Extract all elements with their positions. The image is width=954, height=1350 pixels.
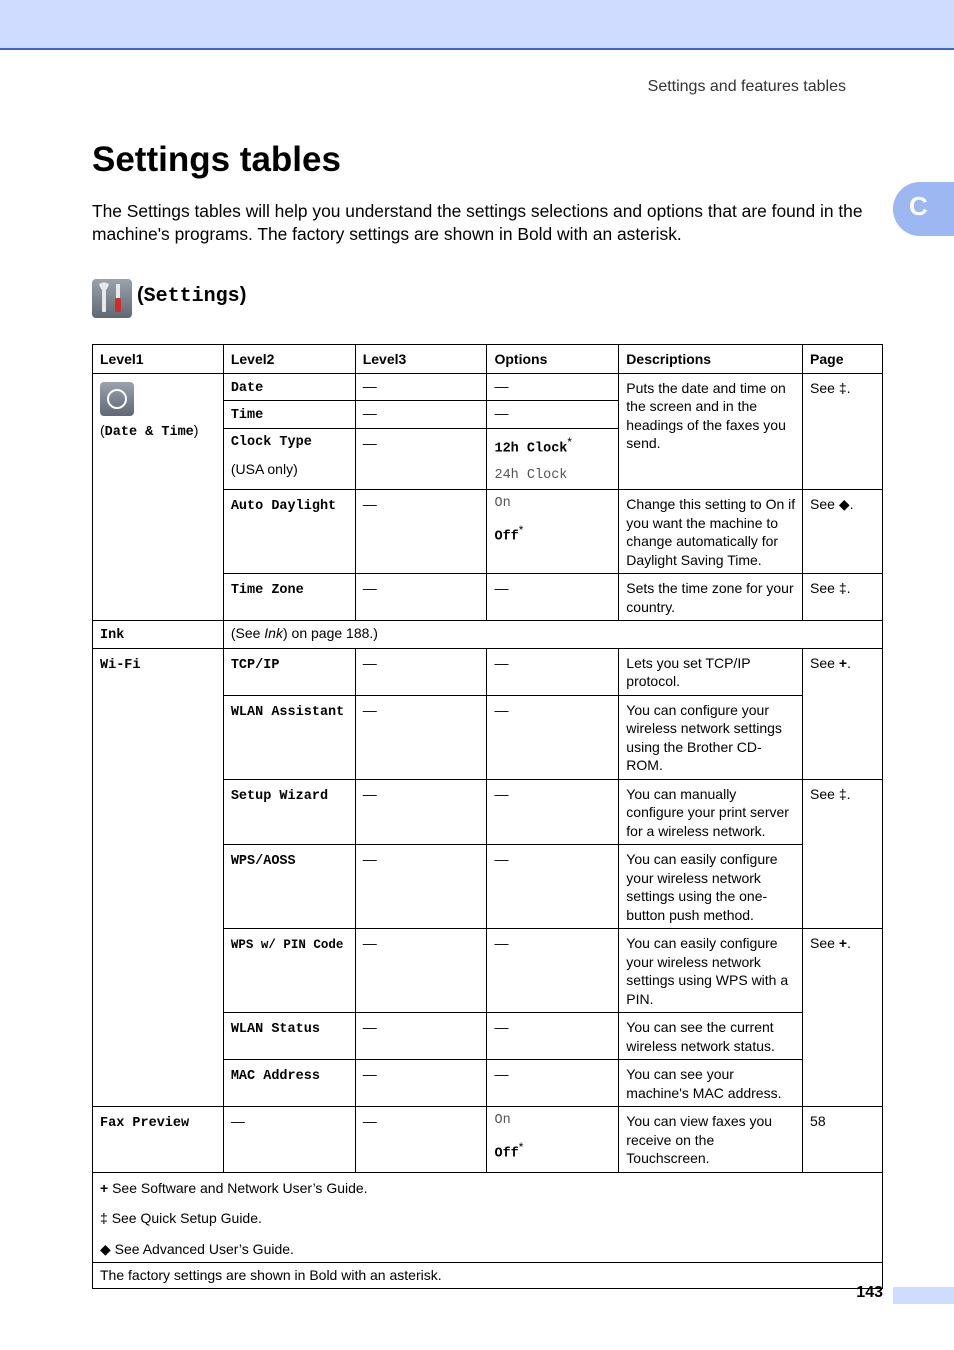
level2-cell bbox=[223, 401, 355, 429]
level2-cell bbox=[223, 779, 355, 845]
dash: — bbox=[362, 405, 377, 421]
option-off: Off bbox=[494, 1146, 519, 1162]
level2-time-zone: Time Zone bbox=[230, 583, 304, 599]
asterisk: * bbox=[567, 435, 572, 449]
level2-cell bbox=[223, 648, 355, 695]
level3-cell bbox=[355, 648, 487, 695]
desc-auto-daylight: Change this setting to On if you want the machine to change automatically for Daylight Saving Time. bbox=[619, 490, 803, 574]
dash: — bbox=[362, 785, 377, 802]
level2-cell bbox=[223, 695, 355, 779]
option-12h: 12h Clock bbox=[494, 441, 568, 457]
date-time-label: Date & Time bbox=[104, 424, 194, 440]
option-on: On bbox=[494, 1113, 511, 1129]
page-setup-wizard: See ‡. bbox=[803, 779, 883, 929]
level3-cell bbox=[355, 695, 487, 779]
dash: — bbox=[494, 701, 509, 718]
legend-text: See Advanced User’s Guide. bbox=[114, 1240, 294, 1257]
legend-item bbox=[100, 1179, 876, 1198]
dash: — bbox=[494, 377, 509, 394]
option-off-default bbox=[494, 1139, 612, 1164]
options-cell bbox=[487, 845, 619, 929]
dash: — bbox=[362, 1066, 377, 1083]
page-time-zone: See ‡. bbox=[803, 574, 883, 621]
option-default bbox=[494, 434, 612, 459]
legend-item bbox=[100, 1240, 876, 1259]
options-cell bbox=[487, 574, 619, 621]
dash: — bbox=[494, 405, 509, 421]
dash: — bbox=[362, 496, 377, 513]
page-symbol: ◆ bbox=[838, 496, 850, 513]
level3-cell bbox=[355, 1013, 487, 1060]
level2-wps-pin: WPS w/ PIN Code bbox=[230, 938, 344, 953]
dash: — bbox=[362, 1113, 377, 1130]
footer-row bbox=[93, 1263, 883, 1289]
table-row bbox=[93, 648, 883, 695]
level3-cell bbox=[355, 490, 487, 574]
dash: — bbox=[362, 654, 377, 671]
options-cell bbox=[487, 648, 619, 695]
paren-open: ( bbox=[100, 421, 105, 438]
legend-text: See Software and Network User’s Guide. bbox=[112, 1179, 368, 1196]
section-name: Settings bbox=[143, 285, 240, 308]
intro-paragraph: The Settings tables will help you understand the settings selections and options that are found in the machine's programs. The factory settings are shown in Bold with an asterisk. bbox=[92, 201, 863, 244]
see-label: See bbox=[810, 496, 835, 513]
page-symbol: ‡ bbox=[838, 379, 847, 396]
options-cell bbox=[487, 695, 619, 779]
page-number-bar bbox=[893, 1287, 954, 1304]
level2-wlan-assistant: WLAN Assistant bbox=[230, 704, 345, 720]
level2-cell bbox=[223, 845, 355, 929]
table-row bbox=[93, 373, 883, 401]
see-label: See bbox=[810, 379, 835, 396]
dash: — bbox=[362, 377, 377, 394]
level2-clock-type: Clock Type bbox=[230, 434, 312, 450]
level3-cell bbox=[355, 428, 487, 490]
options-cell bbox=[487, 1107, 619, 1173]
ink-reference bbox=[223, 621, 882, 649]
level3-cell bbox=[355, 845, 487, 929]
level2-cell bbox=[223, 1013, 355, 1060]
option-24h: 24h Clock bbox=[494, 467, 568, 483]
level3-cell bbox=[355, 1107, 487, 1173]
legend-text: See Quick Setup Guide. bbox=[111, 1210, 262, 1227]
level2-cell bbox=[223, 1107, 355, 1173]
level3-cell bbox=[355, 574, 487, 621]
level3-cell bbox=[355, 373, 487, 401]
ink-ref-before: (See bbox=[230, 625, 265, 642]
dash: — bbox=[494, 785, 509, 802]
page-auto-daylight: See ◆. bbox=[803, 490, 883, 574]
page-wps-pin: See +. bbox=[803, 929, 883, 1107]
dash: — bbox=[362, 580, 377, 597]
see-label: See bbox=[810, 785, 835, 802]
page-tcpip: See +. bbox=[803, 648, 883, 779]
level2-wps-aoss: WPS/AOSS bbox=[230, 854, 296, 870]
option-off: Off bbox=[494, 529, 519, 545]
level2-cell bbox=[223, 929, 355, 1013]
dash: — bbox=[230, 1113, 245, 1130]
level1-cell bbox=[93, 648, 224, 1107]
header-level1: Level1 bbox=[93, 345, 224, 374]
options-cell bbox=[487, 490, 619, 574]
see-label: See bbox=[810, 935, 835, 952]
header-descriptions: Descriptions bbox=[619, 345, 803, 374]
legend-symbol: + bbox=[100, 1179, 109, 1196]
ink-ref-after: ) on page 188.) bbox=[282, 625, 378, 642]
dash: — bbox=[362, 1019, 377, 1036]
desc-wlan-assistant: You can configure your wireless network settings using the Brother CD-ROM. bbox=[619, 695, 803, 779]
section-paren-close: ) bbox=[239, 284, 247, 306]
dash: — bbox=[494, 654, 509, 671]
level1-cell bbox=[93, 621, 224, 649]
top-header-bar bbox=[0, 0, 954, 50]
paren-close: ) bbox=[193, 421, 199, 438]
level3-cell bbox=[355, 779, 487, 845]
level1-fax-preview: Fax Preview bbox=[100, 1116, 190, 1132]
see-label: See bbox=[810, 654, 835, 671]
dash: — bbox=[494, 580, 509, 597]
level2-mac-address: MAC Address bbox=[230, 1069, 320, 1085]
desc-tcpip: Lets you set TCP/IP protocol. bbox=[619, 648, 803, 695]
section-heading bbox=[137, 284, 246, 308]
asterisk: * bbox=[518, 523, 524, 537]
level2-tcpip: TCP/IP bbox=[230, 657, 280, 673]
table-footer-note: The factory settings are shown in Bold with an asterisk. bbox=[93, 1263, 883, 1289]
page-fax-preview: 58 bbox=[803, 1107, 883, 1173]
dash: — bbox=[494, 1066, 509, 1083]
options-cell bbox=[487, 428, 619, 490]
dash: — bbox=[362, 935, 377, 952]
page-symbol: + bbox=[838, 654, 848, 671]
dash: — bbox=[494, 935, 509, 952]
level3-cell bbox=[355, 1060, 487, 1107]
desc-fax-preview: You can view faxes you receive on the Touchscreen. bbox=[619, 1107, 803, 1173]
level2-cell bbox=[223, 574, 355, 621]
table-row bbox=[93, 1107, 883, 1173]
level1-ink: Ink bbox=[100, 628, 125, 644]
page-title: Settings tables bbox=[92, 140, 341, 179]
dash: — bbox=[362, 434, 377, 451]
level1-wifi: Wi-Fi bbox=[100, 657, 141, 673]
dash: — bbox=[362, 701, 377, 718]
desc-time-zone: Sets the time zone for your country. bbox=[619, 574, 803, 621]
level2-cell bbox=[223, 490, 355, 574]
settings-table bbox=[92, 344, 883, 1289]
table-header-row bbox=[93, 345, 883, 374]
options-cell bbox=[487, 929, 619, 1013]
chapter-tab bbox=[893, 182, 954, 236]
clock-icon bbox=[100, 382, 134, 416]
option-on: On bbox=[494, 496, 511, 512]
level3-cell bbox=[355, 401, 487, 429]
page-symbol: ‡ bbox=[838, 580, 847, 597]
dash: — bbox=[494, 851, 509, 868]
legend-symbol: ‡ bbox=[100, 1210, 108, 1227]
level2-date: Date bbox=[230, 380, 264, 396]
level2-time: Time bbox=[230, 408, 264, 423]
usa-only-note: (USA only) bbox=[230, 461, 298, 477]
options-cell bbox=[487, 401, 619, 429]
header-options: Options bbox=[487, 345, 619, 374]
level2-cell bbox=[223, 1060, 355, 1107]
options-cell bbox=[487, 1060, 619, 1107]
table-row bbox=[93, 621, 883, 649]
option-off-default bbox=[494, 522, 612, 547]
desc-setup-wizard: You can manually configure your print server for a wireless network. bbox=[619, 779, 803, 845]
level1-date-time bbox=[93, 373, 224, 621]
chapter-tab-letter: C bbox=[909, 191, 928, 221]
level2-cell bbox=[223, 373, 355, 401]
level2-cell bbox=[223, 428, 355, 490]
header-level3: Level3 bbox=[355, 345, 487, 374]
level3-cell bbox=[355, 929, 487, 1013]
level2-setup-wizard: Setup Wizard bbox=[230, 788, 329, 804]
page-date-time: See ‡. bbox=[803, 373, 883, 490]
asterisk: * bbox=[518, 1140, 524, 1154]
desc-date-time: Puts the date and time on the screen and in the headings of the faxes you send. bbox=[619, 373, 803, 490]
legend-item bbox=[100, 1209, 876, 1228]
dash: — bbox=[494, 1019, 509, 1036]
options-cell bbox=[487, 373, 619, 401]
legend-cell bbox=[93, 1172, 883, 1263]
running-header: Settings and features tables bbox=[647, 78, 846, 95]
level2-auto-daylight: Auto Daylight bbox=[230, 499, 337, 515]
legend-row bbox=[93, 1172, 883, 1263]
page-symbol: ‡ bbox=[838, 785, 847, 802]
desc-mac-address: You can see your machine's MAC address. bbox=[619, 1060, 803, 1107]
legend-symbol: ◆ bbox=[100, 1240, 111, 1257]
options-cell bbox=[487, 779, 619, 845]
see-label: See bbox=[810, 580, 835, 597]
header-page: Page bbox=[803, 345, 883, 374]
page-number: 143 bbox=[856, 1284, 883, 1301]
header-level2: Level2 bbox=[223, 345, 355, 374]
desc-wps-pin: You can easily configure your wireless network settings using WPS with a PIN. bbox=[619, 929, 803, 1013]
level2-wlan-status: WLAN Status bbox=[230, 1022, 320, 1038]
section-paren-open: ( bbox=[137, 284, 144, 306]
desc-wps-aoss: You can easily configure your wireless network settings using the one-button push method. bbox=[619, 845, 803, 929]
page-symbol: + bbox=[838, 935, 848, 952]
tools-icon bbox=[92, 279, 132, 318]
options-cell bbox=[487, 1013, 619, 1060]
level1-cell bbox=[93, 1107, 224, 1173]
dash: — bbox=[362, 851, 377, 868]
ink-ref-italic: Ink bbox=[264, 625, 283, 642]
desc-wlan-status: You can see the current wireless network status. bbox=[619, 1013, 803, 1060]
